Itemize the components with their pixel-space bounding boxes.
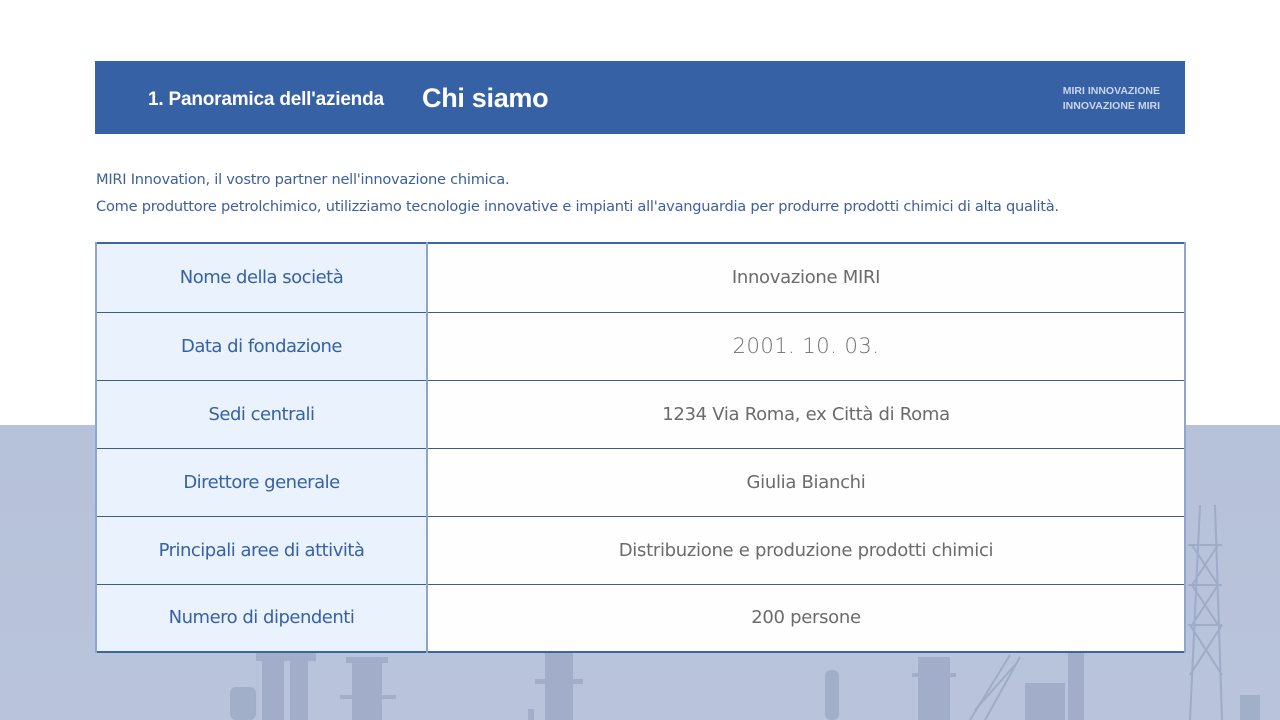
- row-value: Distribuzione e produzione prodotti chimici: [427, 516, 1185, 584]
- section-title: 1. Panoramica dell'azienda: [148, 89, 384, 110]
- row-value: Innovazione MIRI: [427, 243, 1185, 312]
- row-label: Data di fondazione: [96, 312, 427, 380]
- header-bar: [95, 61, 1185, 134]
- brand-line-1: MIRI INNOVAZIONE: [1062, 85, 1160, 97]
- table-row: [96, 584, 1185, 652]
- intro-line-2: Come produttore petrolchimico, utilizziamo tecnologie innovative e impianti all'avanguardia per produrre prodotti chimici di alta qualità.: [96, 198, 1059, 215]
- row-value: 1234 Via Roma, ex Città di Roma: [427, 380, 1185, 448]
- row-label: Numero di dipendenti: [96, 584, 427, 652]
- company-info-table: [95, 242, 1186, 653]
- page-title: Chi siamo: [422, 83, 549, 113]
- row-value: 200 persone: [427, 584, 1185, 652]
- table-row: [96, 243, 1185, 312]
- table-row: [96, 448, 1185, 516]
- brand-line-2: INNOVAZIONE MIRI: [1062, 100, 1160, 112]
- row-value: 2001. 10. 03.: [427, 312, 1185, 380]
- row-label: Principali aree di attività: [96, 516, 427, 584]
- row-label: Nome della società: [96, 243, 427, 312]
- intro-text: [96, 166, 1059, 220]
- intro-line-1: MIRI Innovation, il vostro partner nell'innovazione chimica.: [96, 171, 510, 188]
- table-row: [96, 312, 1185, 380]
- brand-label: [1063, 84, 1160, 114]
- row-label: Direttore generale: [96, 448, 427, 516]
- row-label: Sedi centrali: [96, 380, 427, 448]
- table-row: [96, 380, 1185, 448]
- table-row: [96, 516, 1185, 584]
- row-value: Giulia Bianchi: [427, 448, 1185, 516]
